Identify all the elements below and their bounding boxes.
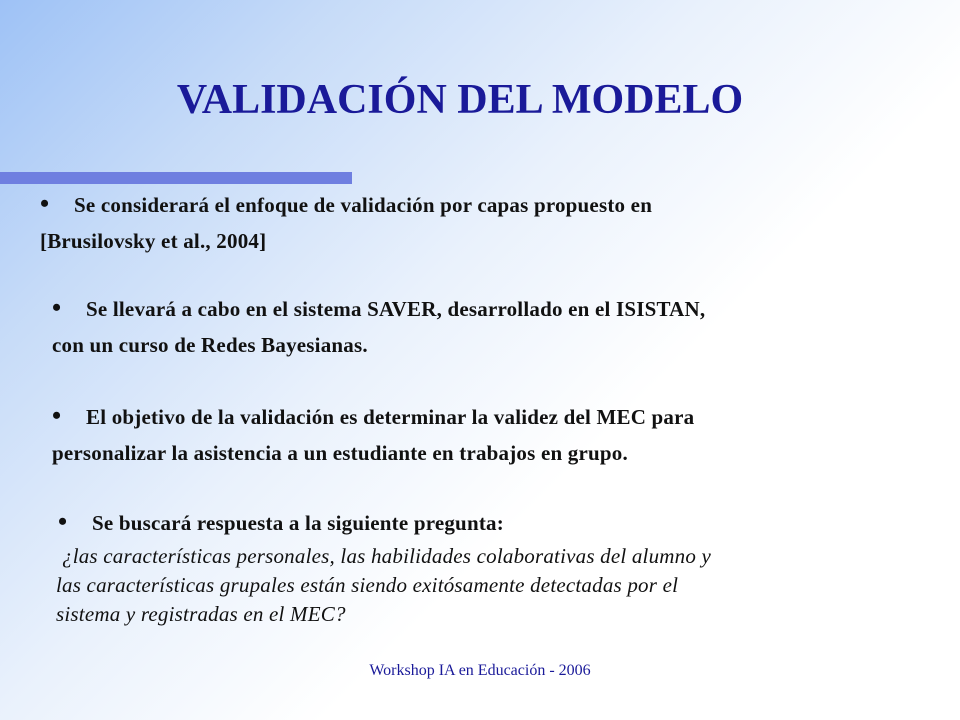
bullet-text-line1: Se buscará respuesta a la siguiente pregunta: xyxy=(92,511,504,535)
bullet-dot-icon: • xyxy=(52,293,62,322)
bullet-dot-icon: • xyxy=(52,401,62,430)
bullet-text-line1: El objetivo de la validación es determinar la validez del MEC para xyxy=(86,405,695,429)
bullet-text-line2: con un curso de Redes Bayesianas. xyxy=(52,333,368,357)
bullet-dot-icon: • xyxy=(58,507,68,536)
question-line2: las características grupales están siendo exitósamente detectadas por el xyxy=(56,573,679,597)
bullet-text-line2: [Brusilovsky et al., 2004] xyxy=(40,229,267,253)
bullet-text-line2: personalizar la asistencia a un estudiante en trabajos en grupo. xyxy=(52,441,628,465)
bullet-dot-icon: • xyxy=(40,189,50,218)
bullet-text-line1: Se llevará a cabo en el sistema SAVER, desarrollado en el ISISTAN, xyxy=(86,297,706,321)
slide-title: VALIDACIÓN DEL MODELO xyxy=(176,77,744,123)
title-accent-bar xyxy=(0,172,352,184)
bullet-layered-validation xyxy=(40,186,652,259)
research-question-text xyxy=(56,542,711,629)
question-line1: ¿las características personales, las habilidades colaborativas del alumno y xyxy=(62,544,712,568)
bullet-research-question xyxy=(58,504,504,541)
question-line3: sistema y registradas en el MEC? xyxy=(56,602,346,626)
bullet-text-line1: Se considerará el enfoque de validación por capas propuesto en xyxy=(74,193,653,217)
slide-footer: Workshop IA en Educación - 2006 xyxy=(369,662,591,679)
bullet-validation-objective xyxy=(52,398,694,471)
bullet-saver-system xyxy=(52,290,705,363)
